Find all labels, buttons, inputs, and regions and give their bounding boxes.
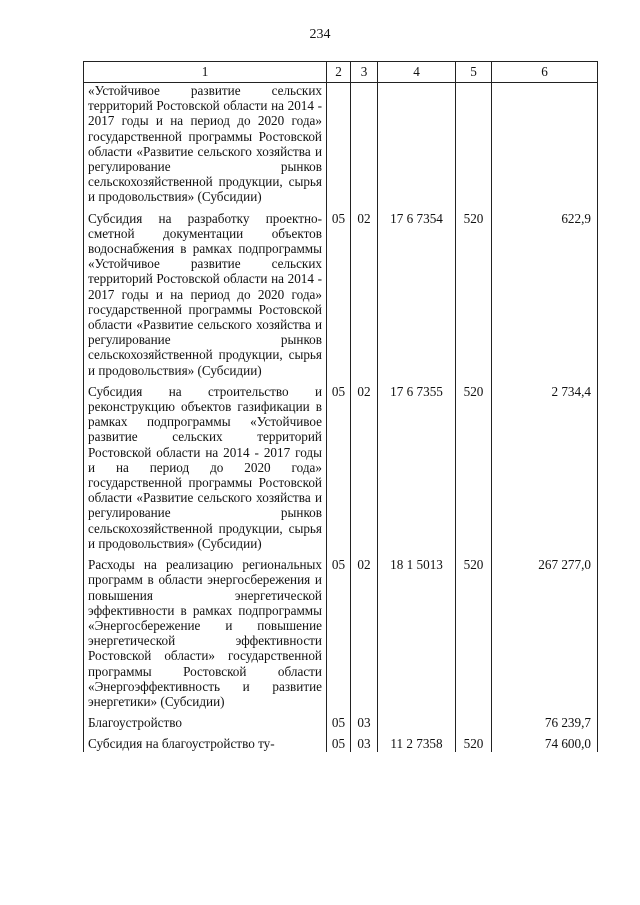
row-expense-type (456, 83, 492, 211)
row-amount: 2 734,4 (492, 384, 598, 557)
row-amount: 622,9 (492, 211, 598, 384)
row-amount: 76 239,7 (492, 715, 598, 736)
row-expense-type (456, 715, 492, 736)
row-target-code: 17 6 7355 (378, 384, 456, 557)
row-name: «Устойчивое развитие сельских территорий Ростовской области на 2014 - 2017 годы и на период до 2020 года» государственной программы Ростовской области «Развитие сельского хозяйства и регулирование рынков сельскохозяйственной продукции, сырья и продовольствия» (Субсидии) (84, 83, 327, 211)
row-subsection: 02 (351, 557, 378, 715)
row-subsection: 02 (351, 384, 378, 557)
row-expense-type: 520 (456, 384, 492, 557)
header-col-3: 3 (351, 62, 378, 83)
row-section: 05 (327, 736, 351, 751)
row-subsection: 03 (351, 715, 378, 736)
header-col-5: 5 (456, 62, 492, 83)
header-col-1: 1 (84, 62, 327, 83)
row-amount: 267 277,0 (492, 557, 598, 715)
row-subsection (351, 83, 378, 211)
table-header-row (84, 62, 598, 83)
header-col-6: 6 (492, 62, 598, 83)
row-name: Субсидия на строительство и реконструкцию объектов газификации в рамках подпрограммы «Устойчивое развитие сельских территорий Ростовской области на 2014 - 2017 годы и на период до 2020 года» государственной программы Ростовской области «Развитие сельского хозяйства и регулирование рынков сельскохозяйственной продукции, сырья и продовольствия» (Субсидии) (84, 384, 327, 557)
row-section: 05 (327, 211, 351, 384)
row-name: Субсидия на разработку проектно-сметной документации объектов водоснабжения в рамках подпрограммы «Устойчивое развитие сельских территорий Ростовской области на 2014 - 2017 годы и на период до 2020 года» государственной программы Ростовской области «Развитие сельского хозяйства и регулирование рынков сельскохозяйственной продукции, сырья и продовольствия» (Субсидии) (84, 211, 327, 384)
row-name: Субсидия на благоустройство ту- (84, 736, 327, 751)
row-subsection: 02 (351, 211, 378, 384)
row-section: 05 (327, 557, 351, 715)
row-name: Расходы на реализацию региональных программ в области энергосбережения и повышения энергетической эффективности в рамках подпрограммы «Энергосбережение и повышение энергетической эффективности Ростовской области» государственной программы Ростовской области «Энергоэффективность и развитие энергетики» (Субсидии) (84, 557, 327, 715)
row-target-code: 18 1 5013 (378, 557, 456, 715)
row-subsection: 03 (351, 736, 378, 751)
row-section: 05 (327, 384, 351, 557)
budget-table (83, 61, 598, 752)
header-col-4: 4 (378, 62, 456, 83)
header-col-2: 2 (327, 62, 351, 83)
table-row (84, 557, 598, 715)
table-row (84, 83, 598, 211)
row-expense-type: 520 (456, 557, 492, 715)
row-target-code: 17 6 7354 (378, 211, 456, 384)
row-amount: 74 600,0 (492, 736, 598, 751)
row-target-code (378, 83, 456, 211)
row-expense-type: 520 (456, 211, 492, 384)
row-section (327, 83, 351, 211)
table-row (84, 211, 598, 384)
table-row (84, 384, 598, 557)
row-section: 05 (327, 715, 351, 736)
table-row (84, 715, 598, 736)
page-number: 234 (309, 27, 331, 42)
row-expense-type: 520 (456, 736, 492, 751)
table-row (84, 736, 598, 751)
row-name: Благоустройство (84, 715, 327, 736)
row-target-code (378, 715, 456, 736)
row-amount (492, 83, 598, 211)
row-target-code: 11 2 7358 (378, 736, 456, 751)
